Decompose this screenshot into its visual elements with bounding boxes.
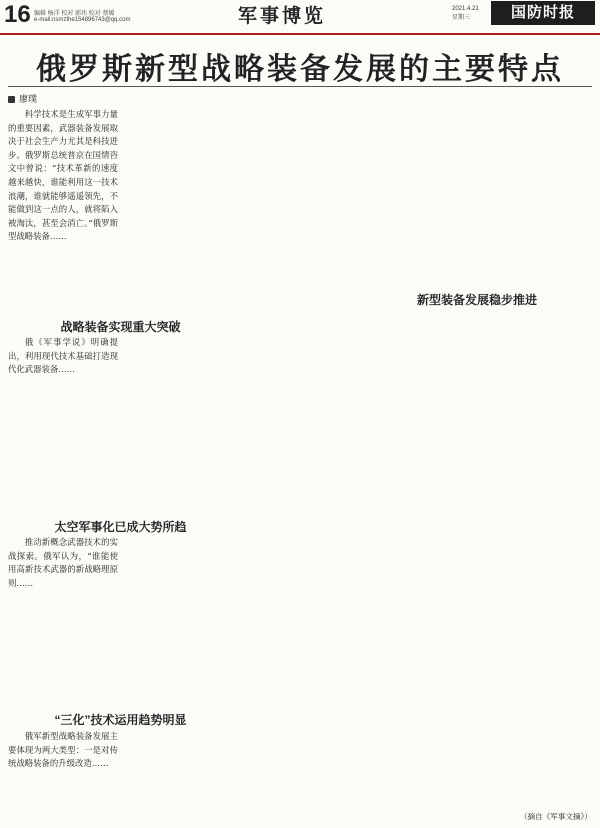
issue-date [452, 5, 479, 23]
paragraph: 俄军新型战略装备发展主要体现为两大类型：一是对传统战略装备的升级改造…… [8, 731, 118, 769]
subheading-2: 太空军事化已成大势所趋 [54, 520, 187, 534]
weekday-text: 星期三 [452, 15, 471, 21]
author-name: 廖璞 [19, 94, 38, 104]
article-column-1c [8, 536, 118, 704]
date-text: 2021.4.21 [452, 6, 479, 12]
paragraph: 科学技术是生成军事力量的重要因素，武器装备发展取决于社会生产力尤其是科技进步。俄罗斯总统普京在国情咨文中曾说：“技术革新的速度越来越快，谁能利用这一技术浪潮，谁就能够遥遥领先，不能做到这一点的人，就将陷入被淘汰，甚至会消亡。”俄罗斯型战略装备…… [8, 109, 118, 242]
author-byline [8, 92, 108, 105]
subheading-4: 新型装备发展稳步推进 [416, 293, 537, 307]
paragraph: 推动新概念武器技术的实战探索。俄军认为，“谁能使用高新技术武器的新战略理原则…… [8, 537, 118, 588]
page-number: 16 [4, 1, 31, 28]
article-headline: 俄罗斯新型战略装备发展的主要特点 [36, 53, 564, 86]
subheading-3: “三化”技术运用趋势明显 [54, 713, 187, 727]
article-column-1b [8, 336, 118, 511]
email-line: e-mail:nsmzthe154896743@qq.com [34, 17, 131, 23]
editor-line: 编辑 杨洋 校对 郭玮 校对 蔡媛 [34, 11, 115, 17]
byline-marker-icon [8, 96, 15, 103]
paragraph: 俄《军事学说》明确提出，利用现代技术基础打造现代化武器装备…… [8, 337, 118, 375]
source-note: （摘自《军事文摘》） [519, 812, 592, 821]
section-title: 军事博览 [238, 6, 327, 27]
article-column-1d [8, 730, 118, 820]
subheading-1: 战略装备实现重大突破 [60, 320, 181, 334]
newspaper-logo: 国防时报 [491, 1, 595, 25]
header-rule [0, 33, 600, 35]
page-header [0, 0, 600, 36]
article-column-1 [8, 108, 118, 313]
headline-rule [8, 86, 592, 87]
